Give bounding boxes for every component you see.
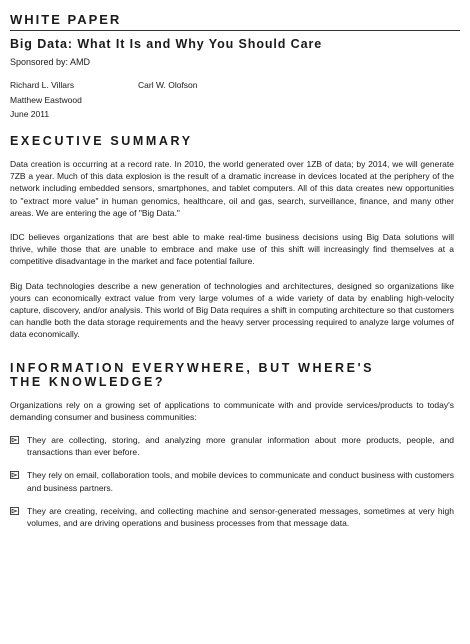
- checkbox-arrow-icon: [10, 471, 19, 479]
- author-column-left: [10, 78, 82, 122]
- list-item: [10, 505, 460, 529]
- list-item: [10, 469, 460, 493]
- author-column-right: [138, 78, 198, 93]
- author-name: Matthew Eastwood: [10, 94, 82, 105]
- checkbox-arrow-icon: [10, 436, 19, 444]
- checkbox-arrow-icon: [10, 507, 19, 515]
- body-paragraph: Organizations rely on a growing set of applications to communicate with and provide services/products to today's demanding consumer and business communities:: [10, 399, 454, 422]
- header-rule: [10, 30, 460, 31]
- list-item-text: They are collecting, storing, and analyzing more granular information about more products, people, and transactions than ever before.: [27, 435, 454, 458]
- section-heading-information: [10, 361, 460, 389]
- sponsor-line: Sponsored by: AMD: [10, 57, 91, 67]
- list-item-text: They rely on email, collaboration tools, and mobile devices to communicate and conduct business with customers and business partners.: [27, 470, 454, 493]
- list-item-text: They are creating, receiving, and collecting machine and sensor-generated messages, sometimes at very high volumes, and are driving operations and business processes from that message data.: [27, 505, 454, 529]
- section-heading-executive-summary: EXECUTIVE SUMMARY: [10, 134, 193, 148]
- section-heading-line: THE KNOWLEDGE?: [10, 374, 166, 389]
- body-paragraph: Data creation is occurring at a record rate. In 2010, the world generated over 1ZB of data; by 2014, we will generate 7ZB a year. Much of this data explosion is the result of a dramatic increase in devices located at the periphery of the network including embedded sensors, smartphones, and tablet computers. All of this data creates new opportunities to "extract more value" in human genomics, healthcare, oil and gas, search, surveillance, finance, and many other areas. We are entering the age of "Big Data.": [10, 159, 454, 218]
- author-name: Carl W. Olofson: [138, 80, 198, 90]
- author-name: Richard L. Villars: [10, 80, 75, 90]
- document-title: Big Data: What It Is and Why You Should Care: [10, 37, 323, 51]
- author-block: [10, 78, 460, 120]
- body-paragraph: Big Data technologies describe a new generation of technologies and architectures, designed so organizations like yours can economically extract value from very large volumes of a wide variety of data by enabling high-velocity capture, discovery, and/or analysis. This world of Big Data requires a shift in computing architecture so that customers can handle both the data storage requirements and the heavy server processing required to analyze large volumes of data economically.: [10, 280, 454, 340]
- publication-date: June 2011: [10, 109, 50, 119]
- section-heading-line: INFORMATION EVERYWHERE, BUT WHERE'S: [10, 360, 375, 375]
- header-label: WHITE PAPER: [10, 12, 122, 27]
- list-item: [10, 434, 460, 458]
- bullet-list: [10, 434, 460, 529]
- body-paragraph: IDC believes organizations that are best able to make real-time business decisions using Big Data solutions will thrive, while those that are unable to embrace and make use of this shift will increasingly find themselves at a competitive disadvantage in the market and face potential failure.: [10, 232, 454, 267]
